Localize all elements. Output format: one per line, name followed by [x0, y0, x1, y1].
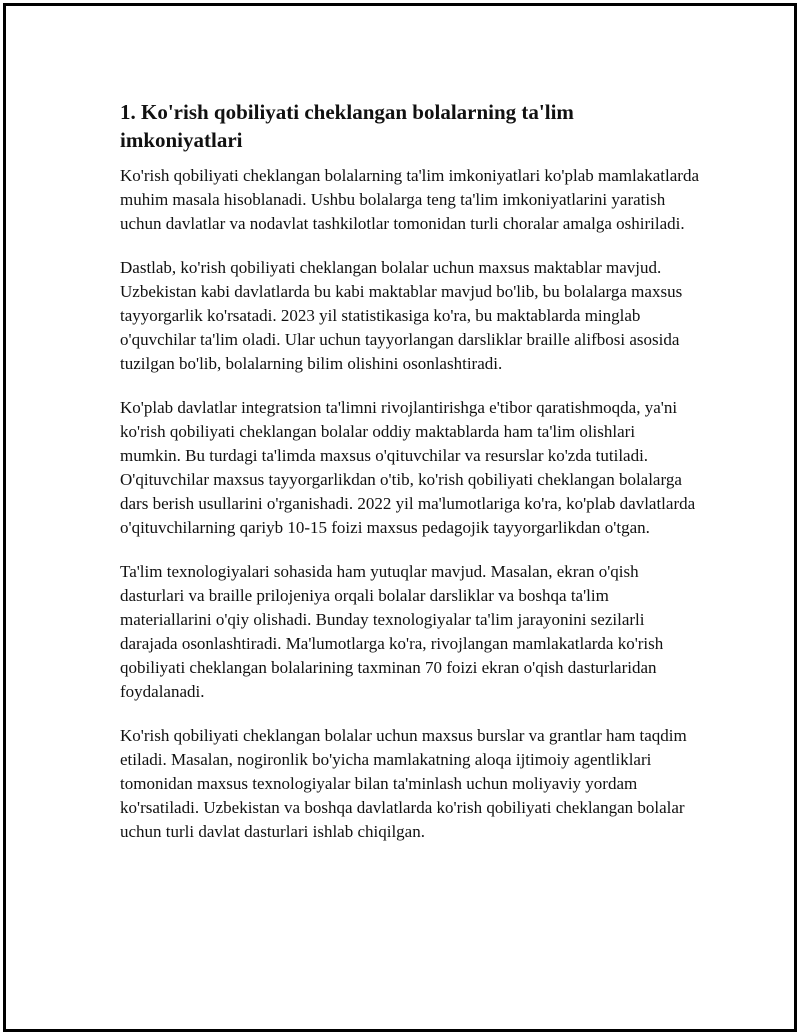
- paragraph-3: Ko'plab davlatlar integratsion ta'limni rivojlantirishga e'tibor qaratishmoqda, ya'ni ko'rish qobiliyati cheklangan bolalar oddiy maktablarda ham ta'lim olishlari mumkin. Bu turdagi ta'limda maxsus o'qituvchilar va resurslar ko'zda tutiladi. O'qituvchilar maxsus tayyorgarlikdan o'tib, ko'rish qobiliyati cheklangan bolalarga dars berish usullarini o'rganishadi. 2022 yil ma'lumotlariga ko'ra, ko'plab davlatlarda o'qituvchilarning qariyb 10-15 foizi maxsus pedagojik tayyorgarlikdan o'tgan.: [120, 398, 696, 537]
- section-heading: 1. Ko'rish qobiliyati cheklangan bolalarning ta'lim imkoniyatlari: [120, 100, 574, 152]
- paragraph-5: Ko'rish qobiliyati cheklangan bolalar uchun maxsus burslar va grantlar ham taqdim etiladi. Masalan, nogironlik bo'yicha mamlakatning aloqa ijtimoiy agentliklari tomonidan maxsus texnologiyalar bilan ta'minlash uchun moliyaviy yordam ko'rsatiladi. Uzbekistan va boshqa davlatlarda ko'rish qobiliyati cheklangan bolalar uchun turli davlat dasturlari ishlab chiqilgan.: [120, 726, 687, 841]
- paragraph-2: Dastlab, ko'rish qobiliyati cheklangan bolalar uchun maxsus maktablar mavjud. Uzbekistan kabi davlatlarda bu kabi maktablar mavjud bo'lib, bu bolalarga maxsus tayyorgarlik ko'rsatadi. 2023 yil statistikasiga ko'ra, bu maktablarda minglab o'quvchilar ta'lim oladi. Ular uchun tayyorlangan darsliklar braille alifbosi asosida tuzilgan bo'lib, bolalarning bilim olishini osonlashtiradi.: [120, 258, 683, 373]
- paragraph-4: Ta'lim texnologiyalari sohasida ham yutuqlar mavjud. Masalan, ekran o'qish dasturlari va braille prilojeniya orqali bolalar darsliklar va boshqa ta'lim materiallarini o'qiy olishadi. Bunday texnologiyalar ta'lim jarayonini sezilarli darajada osonlashtiradi. Ma'lumotlarga ko'ra, rivojlangan mamlakatlarda ko'rish qobiliyati cheklangan bolalarining taxminan 70 foizi ekran o'qish dasturlaridan foydalanadi.: [120, 562, 664, 701]
- page-frame: [3, 3, 797, 1032]
- paragraph-1: Ko'rish qobiliyati cheklangan bolalarning ta'lim imkoniyatlari ko'plab mamlakatlarda muhim masala hisoblanadi. Ushbu bolalarga teng ta'lim imkoniyatlarini yaratish uchun davlatlar va nodavlat tashkilotlar tomonidan turli choralar amalga oshiriladi.: [120, 166, 700, 233]
- document-body: [120, 98, 700, 864]
